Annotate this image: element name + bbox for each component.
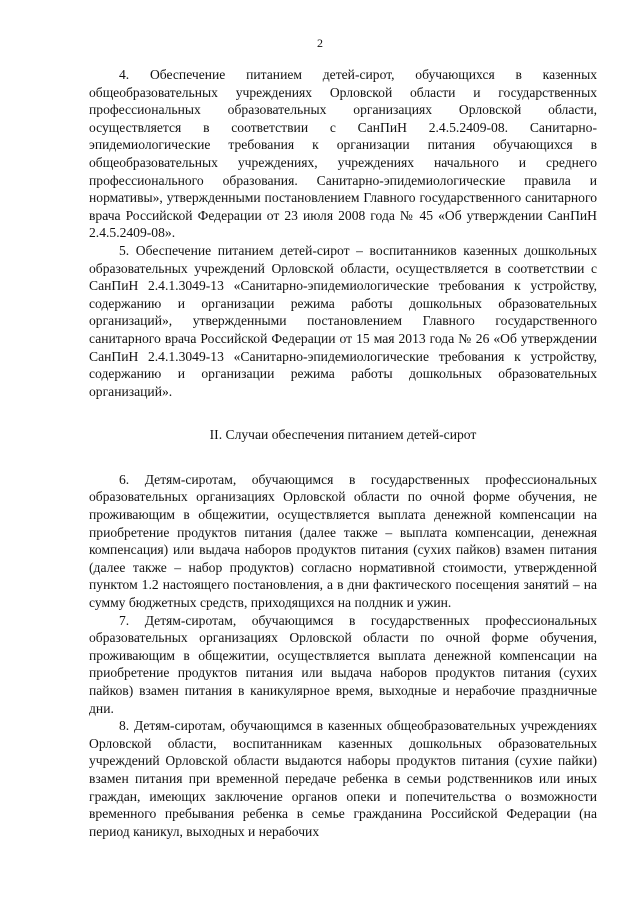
paragraph-4: 4. Обеспечение питанием детей-сирот, обучающихся в казенных общеобразовательных учреждениях Орловской области и государственных профессиональных образовательных организациях Орловской области, осуществляется в соответствии с СанПиН 2.4.5.2409-08. Санитарно-эпидемиологические требования к организации питания обучающихся в общеобразовательных учреждениях, учреждениях начального и среднего профессионального образования. Санитарно-эпидемиологические правила и нормативы», утвержденными постановлением Главного государственного санитарного врача Российской Федерации от 23 июля 2008 года № 45 «Об утверждении СанПиН 2.4.5.2409-08».: [89, 67, 597, 241]
paragraph-6: 6. Детям-сиротам, обучающимся в государственных профессиональных образовательных организациях Орловской области по очной форме обучения, не проживающим в общежитии, осуществляется выплата денежной компенсации на приобретение продуктов питания (далее также – выплата компенсации, денежная компенсация) или выдача наборов продуктов питания (сухих пайков) взамен питания (далее также – набор продуктов) согласно нормативной стоимости, утвержденной пунктом 1.2 настоящего постановления, а в дни фактического посещения занятий – на сумму бюджетных средств, приходящихся на полдник и ужин.: [89, 471, 597, 611]
document-body: [89, 66, 597, 840]
paragraph-8: 8. Детям-сиротам, обучающимся в казенных общеобразовательных учреждениях Орловской области, воспитанникам казенных дошкольных образовательных учреждений Орловской области выдаются наборы продуктов питания (сухие пайки) взамен питания при временной передаче ребенка в семьи родственников или иных граждан, имеющих заключение органов опеки и попечительства о возможности временного пребывания ребенка в семье гражданина Российской Федерации (на период каникул, выходных и нерабочих: [89, 718, 597, 839]
page-number: 2: [317, 36, 323, 50]
paragraph-7: 7. Детям-сиротам, обучающимся в государственных профессиональных образовательных организациях Орловской области по очной форме обучения, проживающим в общежитии, осуществляется выплата денежной компенсации на приобретение продуктов питания или выдача наборов продуктов питания (сухих пайков) взамен питания в каникулярное время, выходные и нерабочие праздничные дни.: [89, 612, 597, 716]
section-heading: II. Случаи обеспечения питанием детей-сирот: [209, 427, 477, 443]
paragraph-5: 5. Обеспечение питанием детей-сирот – воспитанников казенных дошкольных образовательных учреждений Орловской области, осуществляется в соответствии с СанПиН 2.4.1.3049-13 «Санитарно-эпидемиологические требования к устройству, содержанию и организации режима работы дошкольных образовательных организаций», утвержденными постановлением Главного государственного санитарного врача Российской Федерации от 15 мая 2013 года № 26 «Об утверждении СанПиН 2.4.1.3049-13 «Санитарно-эпидемиологические требования к устройству, содержанию и организации режима работы дошкольных образовательных организаций».: [89, 242, 597, 399]
